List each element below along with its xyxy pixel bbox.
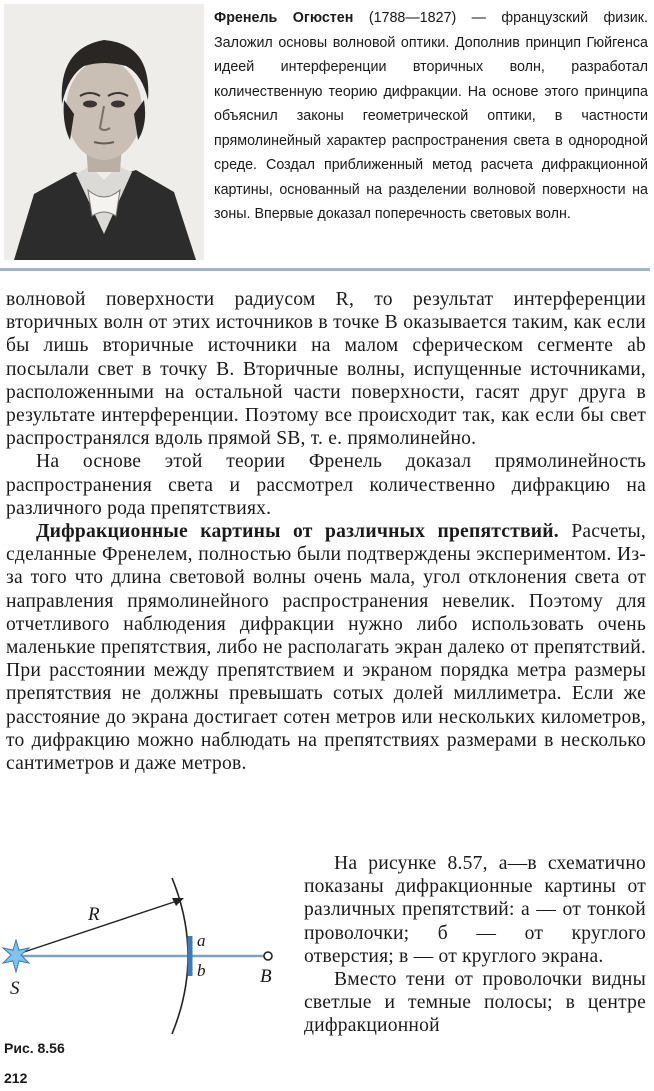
bio-name: Френель Огюстен [214,10,354,26]
label-R: R [88,904,100,925]
label-B: B [260,966,272,987]
label-a: a [197,931,206,950]
paragraph-3 [6,520,646,775]
biography-text [214,6,648,227]
fresnel-portrait [4,4,204,260]
lower-text [304,852,646,1038]
bio-description: французский физик. Заложил основы волновой оптики. Дополнив принцип Гюйгенса идеей интерференции вторичных волн, разработал количественную теорию дифракции. На основе этого принципа объяснил законы геометрической оптики, в частности прямолинейный характер распространения света в однородной среде. Создал приближенный метод расчета дифракционной картины, основанный на разделении волновой поверхности на зоны. Впервые доказал поперечность световых волн. [214,10,648,222]
label-S: S [10,978,20,999]
paragraph-2: На основе этой теории Френель доказал прямолинейность распространения света и рассмотрел количественно дифракцию на различного рода препятствиях. [6,451,646,519]
main-text [6,288,646,775]
section-text: Расчеты, сделанные Френелем, полностью были подтверждены экспериментом. Из-за того что длина световой волны очень мала, угол отклонения света от направления прямолинейного распространения невелик. Поэтому для отчетливого наблюдения дифракции нужно либо использовать очень маленькие препятствия, либо не располагать экран далеко от препятствий. При расстоянии между препятствием и экраном порядка метра размеры препятствия не должны превышать сотых долей миллиметра. Если же расстояние до экрана достигает сотен метров или нескольких километров, то дифракцию можно наблюдать на препятствиях размерами в несколько сантиметров и даже метров. [6,521,646,775]
label-b: b [197,961,206,980]
paragraph-4: На рисунке 8.57, а—в схематично показаны дифракционные картины от различных препятствий: а — от тонкой проволочки; б — от круглого отверстия; в — от круглого экрана. [304,853,646,967]
section-heading: Дифракционные картины от различных препятствий. [36,521,559,543]
biography-box [0,0,650,271]
figure-8-56 [0,870,300,1050]
bio-years: (1788—1827) — [353,10,486,26]
figure-caption: Рис. 8.56 [4,1040,65,1056]
paragraph-5: Вместо тени от проволочки видны светлые и темные полосы; в центре дифракционной [304,969,646,1037]
paragraph-1: волновой поверхности радиусом R, то результат интерференции вторичных волн от этих источников в точке B оказывается таким, как если бы лишь вторичные источники на малом сферическом сегменте ab посылали свет в точку B. Вторичные волны, испущенные источниками, расположенными на остальной части поверхности, гасят друг друга в результате интерференции. Поэтому все происходит так, как если бы свет распространялся вдоль прямой SB, т. е. прямолинейно. [6,289,646,450]
page-number: 212 [4,1070,28,1086]
